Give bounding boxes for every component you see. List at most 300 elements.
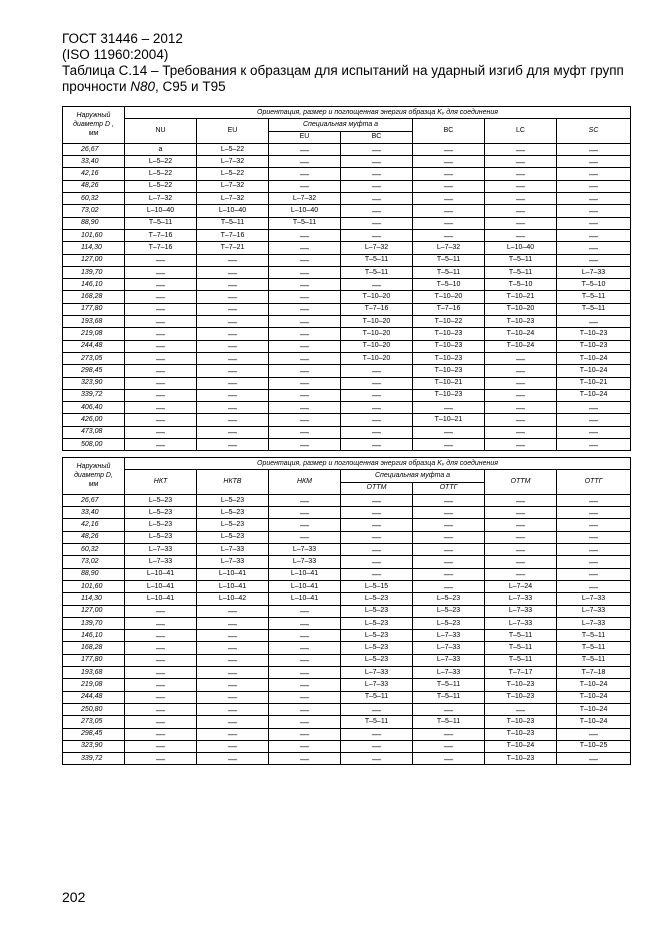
table-cell: —: [485, 519, 557, 531]
table-cell: —: [413, 740, 485, 752]
col-header: ОТТГ: [557, 470, 631, 495]
diameter-cell: 139,70: [63, 266, 125, 278]
special-coupling-header: Специальная муфта a: [269, 119, 413, 131]
table-cell: —: [269, 414, 341, 426]
table-cell: L–5–23: [197, 531, 269, 543]
table-cell: —: [557, 229, 631, 241]
table-cell: —: [413, 568, 485, 580]
table-cell: L–5–23: [341, 605, 413, 617]
table-cell: —: [125, 266, 197, 278]
table-cell: L–5–23: [341, 642, 413, 654]
table-cell: T–10–20: [341, 328, 413, 340]
table-cell: —: [269, 340, 341, 352]
table-cell: —: [413, 507, 485, 519]
table-cell: —: [125, 728, 197, 740]
diameter-cell: 219,08: [63, 679, 125, 691]
table-cell: —: [269, 740, 341, 752]
diameter-header: Наружный диаметр D, мм: [63, 458, 125, 495]
table-row: [63, 703, 631, 715]
table-row: [63, 519, 631, 531]
diameter-cell: 168,28: [63, 642, 125, 654]
col-header: EU: [197, 119, 269, 144]
table-cell: —: [485, 402, 557, 414]
diameter-cell: 339,72: [63, 389, 125, 401]
table-cell: —: [485, 193, 557, 205]
table-row: [63, 193, 631, 205]
table-cell: —: [197, 414, 269, 426]
table-cell: L–5–23: [341, 630, 413, 642]
table-cell: a: [125, 143, 197, 155]
table-cell: —: [341, 168, 413, 180]
table-row: [63, 377, 631, 389]
diameter-cell: 273,05: [63, 352, 125, 364]
table-row: [63, 389, 631, 401]
table-cell: —: [341, 531, 413, 543]
table-cell: —: [413, 580, 485, 592]
table-cell: L–7–33: [197, 544, 269, 556]
table-cell: —: [485, 389, 557, 401]
table-cell: —: [341, 507, 413, 519]
table-row: [63, 439, 631, 451]
table-cell: —: [125, 402, 197, 414]
col-header: ОТТМ: [341, 482, 413, 494]
table-cell: —: [341, 229, 413, 241]
table-cell: T–10–24: [485, 328, 557, 340]
table-cell: —: [485, 143, 557, 155]
table-cell: L–5–23: [125, 494, 197, 506]
diameter-cell: 88,90: [63, 217, 125, 229]
table-cell: T–10–23: [485, 316, 557, 328]
col-header: BC: [413, 119, 485, 144]
table-cell: —: [341, 728, 413, 740]
table-cell: —: [197, 654, 269, 666]
table-cell: —: [269, 728, 341, 740]
table-cell: L–5–23: [197, 507, 269, 519]
table-cell: —: [269, 279, 341, 291]
table-cell: L–7–33: [269, 556, 341, 568]
table-cell: —: [197, 340, 269, 352]
table-cell: —: [125, 426, 197, 438]
table-cell: L–10–41: [197, 580, 269, 592]
table-row: [63, 753, 631, 765]
table-row: [63, 254, 631, 266]
table-cell: —: [341, 439, 413, 451]
table-cell: T–5–11: [269, 217, 341, 229]
table-cell: —: [125, 753, 197, 765]
table-cell: —: [413, 519, 485, 531]
table-cell: T–10–23: [485, 679, 557, 691]
diameter-cell: 177,80: [63, 303, 125, 315]
table-cell: L–10–42: [197, 593, 269, 605]
table-cell: —: [557, 414, 631, 426]
table-row: [63, 205, 631, 217]
table-cell: —: [269, 389, 341, 401]
table-cell: —: [557, 728, 631, 740]
table-cell: —: [413, 439, 485, 451]
table-cell: T–5–11: [413, 254, 485, 266]
table-cell: —: [413, 229, 485, 241]
table-row: [63, 340, 631, 352]
table-row: [63, 605, 631, 617]
table-cell: —: [125, 340, 197, 352]
diameter-cell: 26,67: [63, 494, 125, 506]
table-cell: L–10–40: [485, 242, 557, 254]
table-cell: —: [341, 740, 413, 752]
table-cell: —: [197, 266, 269, 278]
table-cell: T–10–23: [413, 352, 485, 364]
table-cell: L–7–33: [557, 605, 631, 617]
table-cell: L–7–33: [413, 667, 485, 679]
table-cell: —: [125, 316, 197, 328]
table-cell: —: [557, 753, 631, 765]
table-cell: —: [269, 605, 341, 617]
table-cell: —: [197, 617, 269, 629]
table-row: [63, 180, 631, 192]
table-cell: T–5–11: [413, 266, 485, 278]
table-cell: L–5–22: [197, 143, 269, 155]
table-row: [63, 728, 631, 740]
table-cell: L–10–41: [125, 580, 197, 592]
table-cell: T–7–16: [341, 303, 413, 315]
table-cell: —: [125, 642, 197, 654]
table-row: [63, 291, 631, 303]
table-cell: —: [485, 531, 557, 543]
table-cell: L–5–23: [413, 617, 485, 629]
table-cell: —: [197, 365, 269, 377]
table-cell: —: [269, 617, 341, 629]
table-cell: T–10–23: [557, 328, 631, 340]
col-header: ОТТМ: [485, 470, 557, 495]
table-cell: —: [557, 156, 631, 168]
table-cell: —: [341, 217, 413, 229]
table-cell: —: [413, 753, 485, 765]
table-cell: —: [557, 580, 631, 592]
table-cell: —: [269, 229, 341, 241]
table-cell: —: [485, 568, 557, 580]
table-cell: —: [341, 426, 413, 438]
table-row: [63, 143, 631, 155]
diameter-cell: 244,48: [63, 691, 125, 703]
diameter-cell: 114,30: [63, 593, 125, 605]
table-cell: —: [485, 439, 557, 451]
table-cell: L–7–33: [197, 556, 269, 568]
table-cell: L–7–33: [557, 617, 631, 629]
table-cell: —: [485, 544, 557, 556]
table-row: [63, 716, 631, 728]
diameter-cell: 193,68: [63, 667, 125, 679]
table-cell: —: [125, 703, 197, 715]
table-cell: L–7–33: [485, 593, 557, 605]
table-cell: —: [413, 193, 485, 205]
diameter-cell: 73,02: [63, 205, 125, 217]
table-cell: —: [125, 679, 197, 691]
table-row: [63, 217, 631, 229]
table-cell: —: [125, 377, 197, 389]
diameter-cell: 244,48: [63, 340, 125, 352]
diameter-cell: 339,72: [63, 753, 125, 765]
table-cell: —: [269, 254, 341, 266]
table-cell: L–5–22: [125, 156, 197, 168]
table-cell: —: [485, 217, 557, 229]
table-cell: L–10–41: [269, 568, 341, 580]
table-cell: —: [557, 426, 631, 438]
table-row: [63, 740, 631, 752]
table-cell: —: [269, 703, 341, 715]
page-number: 202: [62, 889, 86, 905]
table-cell: —: [341, 519, 413, 531]
table-cell: L–5–23: [341, 617, 413, 629]
table-cell: —: [413, 217, 485, 229]
table-cell: T–5–11: [413, 691, 485, 703]
table-row: [63, 229, 631, 241]
table-cell: —: [557, 531, 631, 543]
table-cell: T–10–20: [341, 291, 413, 303]
table-cell: —: [269, 180, 341, 192]
diameter-cell: 298,45: [63, 728, 125, 740]
table-cell: —: [197, 426, 269, 438]
table-cell: —: [197, 303, 269, 315]
table-cell: L–7–33: [413, 654, 485, 666]
table-cell: —: [413, 703, 485, 715]
table-row: [63, 642, 631, 654]
diameter-cell: 42,16: [63, 519, 125, 531]
table-cell: L–10–41: [125, 593, 197, 605]
table-cell: —: [269, 402, 341, 414]
diameter-cell: 60,32: [63, 193, 125, 205]
table-cell: T–5–11: [557, 630, 631, 642]
table-cell: T–10–20: [341, 352, 413, 364]
table-cell: T–5–11: [485, 254, 557, 266]
diameter-cell: 127,00: [63, 254, 125, 266]
table-cell: —: [269, 630, 341, 642]
diameter-cell: 406,40: [63, 402, 125, 414]
table-cell: L–7–33: [341, 679, 413, 691]
table-cell: L–7–33: [341, 667, 413, 679]
table-cell: —: [269, 328, 341, 340]
col-header: ОТТГ: [413, 482, 485, 494]
table-cell: —: [269, 143, 341, 155]
table-cell: —: [341, 703, 413, 715]
table-cell: L–5–23: [341, 593, 413, 605]
table-cell: —: [341, 556, 413, 568]
diameter-cell: 60,32: [63, 544, 125, 556]
table-cell: —: [557, 494, 631, 506]
table-cell: T–10–21: [413, 377, 485, 389]
table-cell: —: [269, 352, 341, 364]
table-row: [63, 303, 631, 315]
diameter-cell: 323,90: [63, 740, 125, 752]
table-cell: —: [413, 168, 485, 180]
diameter-cell: 473,08: [63, 426, 125, 438]
table-cell: L–7–33: [125, 544, 197, 556]
table-cell: —: [197, 753, 269, 765]
table-cell: —: [485, 168, 557, 180]
table-cell: L–5–23: [197, 494, 269, 506]
table-cell: T–10–23: [485, 691, 557, 703]
table-cell: L–7–32: [413, 242, 485, 254]
diameter-cell: 168,28: [63, 291, 125, 303]
col-header: НКМ: [269, 470, 341, 495]
table-cell: —: [197, 679, 269, 691]
table-cell: —: [557, 507, 631, 519]
table-cell: T–7–17: [485, 667, 557, 679]
table-cell: —: [341, 494, 413, 506]
table-cell: T–10–23: [485, 728, 557, 740]
table-row: [63, 593, 631, 605]
table-cell: —: [125, 716, 197, 728]
table-cell: —: [125, 279, 197, 291]
table-cell: T–7–16: [197, 229, 269, 241]
table-1: [62, 106, 631, 451]
table-cell: T–7–16: [413, 303, 485, 315]
diameter-cell: 101,60: [63, 229, 125, 241]
diameter-cell: 426,00: [63, 414, 125, 426]
table-row: [63, 691, 631, 703]
table-cell: —: [269, 716, 341, 728]
table-row: [63, 266, 631, 278]
table-cell: T–5–11: [485, 630, 557, 642]
table-cell: L–7–33: [485, 617, 557, 629]
table-cell: —: [269, 156, 341, 168]
table-cell: —: [341, 180, 413, 192]
table-cell: —: [269, 654, 341, 666]
table-cell: T–10–21: [557, 377, 631, 389]
table-row: [63, 617, 631, 629]
col-header: EU: [269, 131, 341, 143]
table-row: [63, 316, 631, 328]
diameter-cell: 508,00: [63, 439, 125, 451]
table-cell: T–5–11: [341, 254, 413, 266]
table-row: [63, 279, 631, 291]
table-cell: T–5–11: [557, 303, 631, 315]
table-cell: —: [269, 303, 341, 315]
table-cell: —: [269, 667, 341, 679]
table-cell: —: [125, 654, 197, 666]
table-cell: L–10–40: [197, 205, 269, 217]
table-cell: T–10–23: [413, 365, 485, 377]
diameter-cell: 26,67: [63, 143, 125, 155]
diameter-cell: 250,80: [63, 703, 125, 715]
table-cell: T–10–23: [413, 328, 485, 340]
table-row: [63, 654, 631, 666]
table-cell: —: [125, 605, 197, 617]
table-cell: L–5–23: [125, 519, 197, 531]
table-cell: —: [485, 365, 557, 377]
table-cell: L–10–41: [269, 580, 341, 592]
table-cell: —: [413, 544, 485, 556]
table-cell: —: [125, 352, 197, 364]
table-cell: —: [197, 605, 269, 617]
table-cell: L–7–32: [125, 193, 197, 205]
table-cell: —: [485, 507, 557, 519]
table-cell: T–5–11: [341, 716, 413, 728]
table-cell: —: [485, 426, 557, 438]
table-row: [63, 556, 631, 568]
table-cell: —: [125, 365, 197, 377]
table-row: [63, 580, 631, 592]
table-cell: —: [341, 568, 413, 580]
table-cell: L–5–22: [125, 168, 197, 180]
table-cell: T–5–11: [341, 266, 413, 278]
table-cell: —: [269, 519, 341, 531]
table-cell: L–10–41: [125, 568, 197, 580]
col-header: НКТ: [125, 470, 197, 495]
table-row: [63, 242, 631, 254]
table-cell: —: [413, 728, 485, 740]
diameter-cell: 42,16: [63, 168, 125, 180]
table-cell: —: [197, 389, 269, 401]
table-cell: —: [557, 568, 631, 580]
table-cell: —: [197, 716, 269, 728]
table-cell: T–10–23: [413, 340, 485, 352]
table-cell: T–5–10: [557, 279, 631, 291]
table-cell: —: [197, 728, 269, 740]
table-title: Таблица С.14 – Требования к образцам для испытаний на ударный изгиб для муфт групп: [62, 63, 624, 78]
table-cell: —: [341, 389, 413, 401]
table-cell: L–5–23: [125, 507, 197, 519]
table-cell: —: [413, 205, 485, 217]
table-row: [63, 168, 631, 180]
table-cell: —: [125, 291, 197, 303]
table-cell: —: [269, 494, 341, 506]
table-cell: L–5–23: [341, 654, 413, 666]
table-cell: L–10–41: [269, 593, 341, 605]
doc-code: ГОСТ 31446 – 2012: [62, 31, 183, 46]
table-cell: —: [125, 667, 197, 679]
table-cell: T–5–11: [125, 217, 197, 229]
table-cell: —: [269, 377, 341, 389]
table-cell: L–7–32: [341, 242, 413, 254]
table-cell: T–10–23: [557, 340, 631, 352]
col-header: NU: [125, 119, 197, 144]
table-cell: T–10–24: [557, 691, 631, 703]
diameter-cell: 146,10: [63, 630, 125, 642]
table-cell: T–10–24: [557, 389, 631, 401]
table-cell: —: [197, 291, 269, 303]
iso-code: (ISO 11960:2004): [62, 47, 169, 62]
diameter-cell: 48,26: [63, 180, 125, 192]
table-cell: —: [197, 377, 269, 389]
table-cell: L–10–40: [269, 205, 341, 217]
diameter-cell: 33,40: [63, 156, 125, 168]
table-cell: —: [557, 217, 631, 229]
table-cell: L–7–32: [269, 193, 341, 205]
table-cell: —: [269, 439, 341, 451]
table-cell: —: [557, 519, 631, 531]
table-cell: —: [557, 254, 631, 266]
table-cell: —: [341, 402, 413, 414]
table-cell: —: [197, 667, 269, 679]
table-cell: —: [557, 544, 631, 556]
table-cell: L–7–33: [269, 544, 341, 556]
table-cell: —: [341, 544, 413, 556]
table-cell: L–7–33: [413, 642, 485, 654]
table-cell: L–5–23: [197, 519, 269, 531]
table-row: [63, 531, 631, 543]
diameter-cell: 101,60: [63, 580, 125, 592]
diameter-cell: 33,40: [63, 507, 125, 519]
table-cell: —: [269, 266, 341, 278]
table-cell: T–10–24: [557, 703, 631, 715]
table-cell: —: [125, 630, 197, 642]
table-cell: —: [197, 352, 269, 364]
diameter-cell: 298,45: [63, 365, 125, 377]
table-cell: —: [197, 328, 269, 340]
table-cell: —: [413, 180, 485, 192]
table-cell: T–7–16: [125, 229, 197, 241]
table-cell: T–5–11: [413, 679, 485, 691]
table-cell: —: [485, 229, 557, 241]
